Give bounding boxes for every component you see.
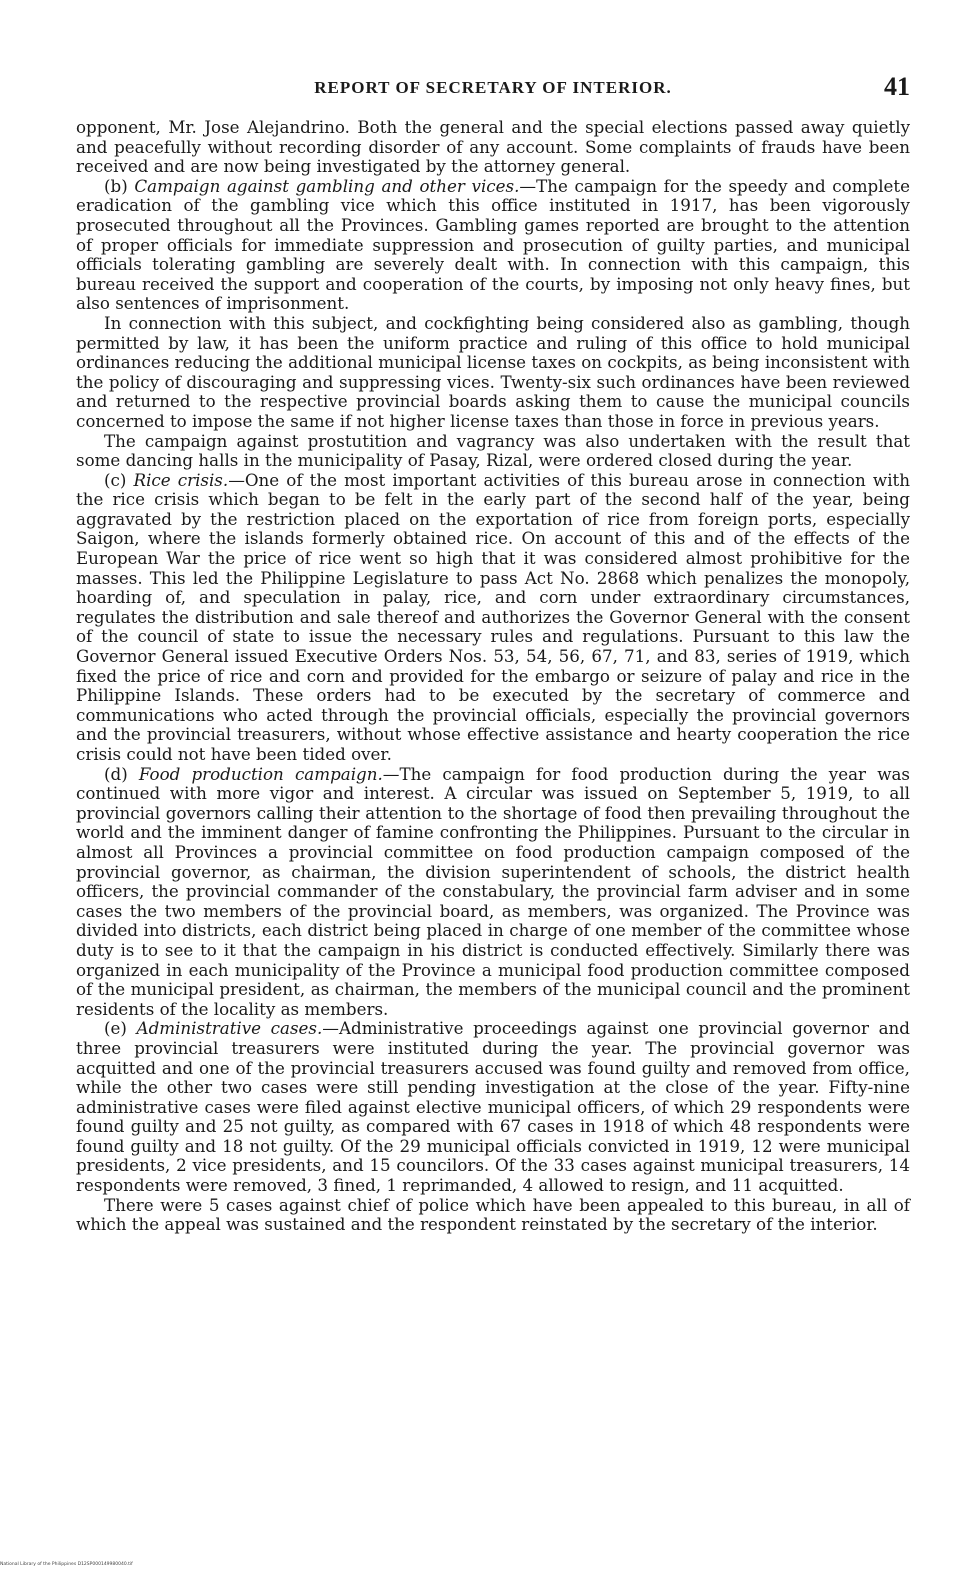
section-administrative-cases [76, 1019, 910, 1195]
section-label: (d) [104, 763, 128, 784]
section-food-production [76, 765, 910, 1020]
running-header [76, 72, 910, 108]
section-title: Rice crisis. [133, 469, 229, 490]
section-text: —Administrative proceedings against one provincial governor and three provincial treasurers were instituted during the year. The provincial governor was acquitted and one of the provincial treasurers accused was found guilty and removed from office, while the other two cases were still pending investigation at the close of the year. Fifty-nine administrative cases were filed against elective municipal officers, of which 29 respondents were found guilty and 25 not guilty, as compared with 67 cases in 1918 of which 48 respondents were found guilty and 18 not guilty. Of the 29 municipal officials convicted in 1919, 12 were municipal presidents, 2 vice presidents, and 15 councilors. Of the 33 cases against municipal treasurers, 14 respondents were removed, 3 fined, 1 reprimanded, 4 allowed to resign, and 11 acquitted. [76, 1018, 910, 1196]
paragraph-police-appeals: There were 5 cases against chief of police which have been appealed to this bureau, in all of which the appeal was sustained and the respondent reinstated by the secretary of the interior. [76, 1194, 910, 1235]
section-label: (b) [104, 175, 128, 196]
paragraph-cockfighting: In connection with this subject, and cockfighting being considered also as gambling, though permitted by law, it has been the uniform practice and ruling of this office to hold municipal ordinances reducing the additional municipal license taxes on cockpits, as being inconsistent with the policy of discouraging and suppressing vices. Twenty-six such ordinances have been reviewed and returned to the respective provincial boards asking them to cause the municipal councils concerned to impose the same if not higher license taxes than those in force in previous years. [76, 312, 910, 431]
body-text [76, 118, 910, 1235]
section-text: —The campaign for the speedy and complete eradication of the gambling vice which this office instituted in 1917, has been vigorously prosecuted throughout all the Provinces. Gambling games reported are brought to the attention of proper officials for immediate suppression and prosecution of guilty parties, and municipal officials tolerating gambling are severely dealt with. In connection with this campaign, this bureau received the support and cooperation of the courts, by imposing not only heavy fines, but also sentences of imprisonment. [76, 175, 910, 314]
section-title: Administrative cases. [136, 1018, 323, 1039]
section-title: Food production campaign. [138, 763, 383, 784]
paragraph-prostitution: The campaign against prostutition and vagrancy was also undertaken with the result that some dancing halls in the municipality of Pasay, Rizal, were ordered closed during the year. [76, 430, 910, 471]
section-gambling [76, 177, 910, 314]
section-text: —One of the most important activities of this bureau arose in connection with the rice crisis which began to be felt in the early part of the second half of the year, being aggravated by the restriction placed on the exportation of rice from foreign ports, especially Saigon, where the islands formerly obtained rice. On account of this and of the effects of the European War the price of rice went so high that it was considered almost prohibitive for the masses. This led the Philippine Legislature to pass Act No. 2868 which penalizes the monopoly, hoarding of, and speculation in palay, rice, and corn under extraordinary circumstances, regulates the distribution and sale thereof and authorizes the Governor General with the consent of the council of state to issue the necessary rules and regulations. Pursuant to this law the Governor General issued Executive Orders Nos. 53, 54, 56, 67, 71, and 83, series of 1919, which fixed the price of rice and corn and provided for the embargo or seizure of palay and rice in the Philippine Islands. These orders had to be executed by the secretary of commerce and communications who acted through the provincial officials, especially the provincial governors and the provincial treasurers, without whose effective assistance and hearty cooperation the rice crisis could not have been tided over. [76, 469, 910, 764]
paragraph-continuation: opponent, Mr. Jose Alejandrino. Both the general and the special elections passed away quietly and peacefully without recording disorder of any account. Some complaints of frauds have been received and are now being investigated by the attorney general. [76, 117, 910, 177]
section-text: —The campaign for food production during the year was continued with more vigor and interest. A circular was issued on September 5, 1919, to all provincial governors calling their attention to the shortage of food then prevailing throughout the world and the imminent danger of famine confronting the Philippines. Pursuant to the circular in almost all Provinces a provincial committee on food production campaign composed of the provincial governor, as chairman, the division superintendent of schools, the district health officers, the provincial commander of the constabulary, the provincial farm adviser and in some cases the two members of the provincial board, as members, was organized. The Province was divided into districts, each district being placed in charge of one member of the committee whose duty is to see to it that the campaign in his district is conducted effectively. Similarly there was organized in each municipality of the Province a municipal food production committee composed of the municipal president, as chairman, the members of the municipal council and the prominent residents of the locality as members. [76, 763, 910, 1019]
page-number: 41 [884, 72, 910, 101]
section-title: Campaign against gambling and other vices. [134, 175, 520, 196]
section-label: (e) [104, 1018, 127, 1039]
section-label: (c) [104, 469, 127, 490]
section-rice-crisis [76, 471, 910, 765]
scan-source-note: National Library of the Philippines D12SP000149980040.tif [0, 1562, 133, 1567]
running-title: REPORT OF SECRETARY OF INTERIOR. [314, 78, 672, 97]
